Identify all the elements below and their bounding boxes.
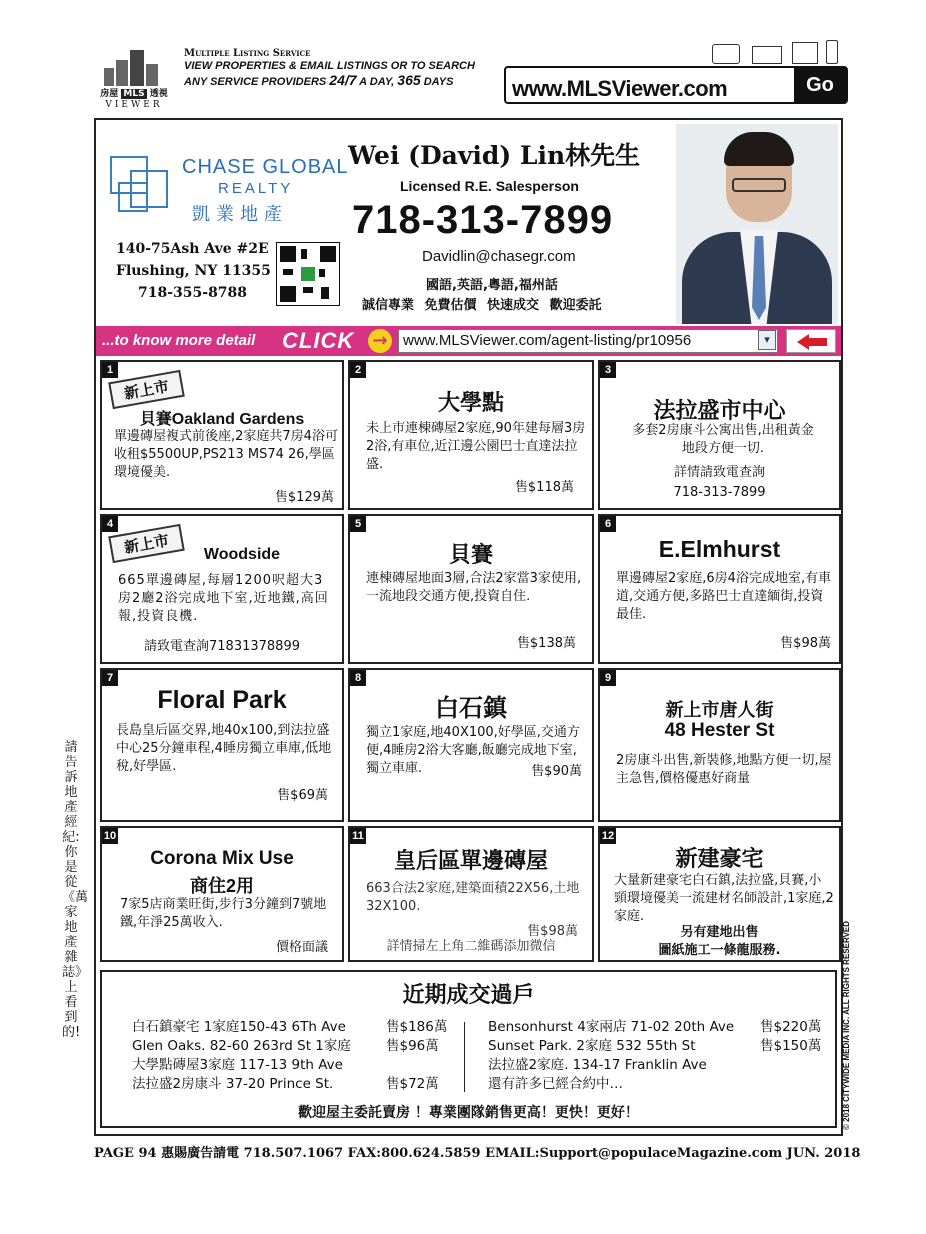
listing-title: 新建豪宅	[675, 846, 764, 871]
listing-price: 價格面議	[275, 940, 328, 955]
divider	[464, 1022, 465, 1092]
listing-description: 大量新建豪宅白石鎮,法拉盛,貝賽,小頸環境優美一流建材名師設計,1家庭,2家庭.	[614, 873, 834, 924]
listing-note-2: 圖紙施工一條龍服務.	[658, 943, 781, 958]
agent-phone[interactable]: 718-313-7899	[352, 198, 614, 242]
agent-listing-url[interactable]: www.MLSViewer.com/agent-listing/pr10956	[398, 329, 778, 353]
listing-number: 8	[350, 670, 366, 686]
click-label[interactable]: CLICK	[282, 328, 355, 353]
listing-number: 7	[102, 670, 118, 686]
sales-left-list	[132, 1018, 458, 1094]
advertisement-frame	[94, 118, 843, 1136]
website-link[interactable]	[504, 66, 848, 104]
listing-card[interactable]	[348, 668, 594, 822]
list-item: 還有許多已經合約中…	[488, 1076, 623, 1092]
sales-right-list	[488, 1018, 828, 1094]
arrow-left-icon	[797, 334, 809, 350]
listing-price: 售$138萬	[516, 636, 576, 651]
address-line-1: 140-75Ash Ave #2E	[116, 241, 269, 257]
logo-viewer-text: VIEWER	[105, 100, 163, 110]
banner-line-2: VIEW PROPERTIES & EMAIL LISTINGS OR TO SEARCH	[184, 60, 475, 72]
new-listing-tag: 新上市	[108, 524, 185, 563]
click-bar	[96, 326, 841, 356]
banner-line-1: Multiple Listing Service	[184, 48, 311, 59]
listing-title: 新上市唐人街	[665, 700, 774, 720]
new-listing-tag: 新上市	[108, 370, 185, 409]
back-arrow-button[interactable]	[786, 329, 836, 353]
listing-number: 10	[103, 830, 117, 842]
logo-squares-icon	[110, 156, 172, 220]
list-item: Sunset Park. 2家庭 532 55th St 售$150萬	[488, 1038, 822, 1054]
listing-description: 長島皇后區交界,地40x100,到法拉盛中心25分鐘車程,4睡房獨立車庫,低地稅,好學區.	[116, 723, 332, 774]
listing-price: 售$69萬	[277, 788, 328, 803]
listing-title: E.Elmhurst	[658, 536, 781, 562]
listing-card[interactable]	[598, 668, 841, 822]
listing-number: 6	[600, 516, 616, 532]
listing-number: 1	[102, 362, 118, 378]
listing-number: 9	[600, 670, 616, 686]
list-item: 法拉盛2家庭. 134-17 Franklin Ave	[488, 1057, 707, 1073]
listing-number: 2	[350, 362, 366, 378]
sales-slogan: 歡迎屋主委託賣房 ！專業團隊銷售更高！更快！更好！	[298, 1105, 639, 1121]
company-name-cn: 凱業地產	[192, 204, 288, 225]
listing-title: 貝賽Oakland Gardens	[139, 411, 305, 428]
listing-price: 售$90萬	[531, 764, 582, 779]
listing-price: 售$98萬	[527, 924, 578, 939]
company-name: CHASE GLOBAL	[182, 156, 349, 178]
office-phone: 718-355-8788	[138, 285, 248, 301]
address-line-2: Flushing, NY 11355	[116, 263, 271, 279]
banner-line-3: ANY SERVICE PROVIDERS 24/7 A DAY, 365 DAYS	[184, 72, 454, 88]
listing-note: 請致電查詢71831378899	[144, 639, 300, 654]
agent-name: Wei (David) Lin林先生	[348, 141, 641, 170]
listing-title: 白石鎮	[435, 695, 507, 722]
copyright-notice: © 2018 CITYWIDE MEDIA INC. ALL RIGHTS RESERVED	[842, 920, 851, 1130]
listing-description: 2房康斗出售,新裝修,地點方便一切,屋主急售,價格優惠好商量	[616, 753, 832, 786]
listing-card[interactable]	[100, 514, 344, 664]
listing-number: 3	[600, 362, 616, 378]
listing-description: 單邊磚屋2家庭,6房4浴完成地室,有車道,交通方便,多路巴士直達緬街,投資最佳.	[616, 571, 832, 622]
listing-title: Corona Mix Use	[150, 848, 294, 869]
agent-slogan: 誠信專業 免費估價 快速成交 歡迎委託	[362, 298, 602, 313]
listing-number: 11	[350, 828, 366, 844]
listing-description: 未上市連棟磚屋2家庭,90年建每層3房2浴,有車位,近江邊公園巴士直達法拉盛.	[366, 421, 586, 472]
recent-sales-title: 近期成交過戶	[402, 983, 535, 1008]
recent-sales	[100, 970, 837, 1128]
listing-title: 貝賽	[448, 542, 493, 567]
list-item: 法拉盛2房康斗 37-20 Prince St. 售$72萬	[132, 1076, 439, 1092]
listing-phone: 718-313-7899	[673, 485, 766, 500]
listing-price: 售$98萬	[780, 636, 831, 651]
chevron-down-icon[interactable]: ▾	[758, 330, 776, 350]
list-item: Glen Oaks. 82-60 263rd St 1家庭 售$96萬	[132, 1038, 439, 1054]
building-icon	[100, 50, 164, 86]
listing-card[interactable]	[348, 514, 594, 664]
listing-description: 獨立1家庭,地40X100,好學區,交通方便,4睡房2浴大客廳,飯廳完成地下室,獨立車庫.	[366, 725, 580, 776]
agent-languages: 國語,英語,粵語,福州話	[426, 278, 558, 293]
listing-subtitle: 商住2用	[189, 876, 254, 896]
list-item: Bensonhurst 4家兩店 71-02 20th Ave 售$220萬	[488, 1019, 822, 1035]
agent-photo	[676, 124, 838, 324]
listing-number: 4	[102, 516, 118, 532]
agent-title: Licensed R.E. Salesperson	[400, 178, 579, 194]
listing-price: 售$129萬	[274, 490, 334, 505]
listing-number: 5	[350, 516, 366, 532]
listing-description: 連棟磚屋地面3層,合法2家當3家使用,一流地段交通方便,投資自住.	[366, 571, 582, 604]
listing-note: 詳情請致電查詢	[673, 465, 765, 480]
office-address	[116, 238, 271, 304]
agent-header	[96, 120, 841, 324]
listing-card[interactable]	[598, 514, 841, 664]
website-url: www.MLSViewer.com	[512, 76, 728, 101]
listing-description: 單邊磚屋複式前後座,2家庭共7房4浴可收租$5500UP,PS213 MS74 26,學區環境優美.	[114, 429, 338, 480]
go-button[interactable]: Go	[794, 68, 846, 102]
listing-note: 另有建地出售	[680, 925, 759, 940]
company-realty: REALTY	[218, 180, 294, 197]
listing-description: 7家5店商業旺街,步行3分鐘到7號地鐵,年淨25萬收入.	[120, 897, 327, 930]
listing-description: 多套2房康斗公寓出售,出租黃金地段方便一切.	[632, 423, 814, 456]
listing-card[interactable]	[598, 360, 841, 510]
listing-title: 大學點	[437, 390, 504, 415]
listing-card[interactable]	[100, 668, 344, 822]
more-detail-text: ...to know more detail	[102, 332, 256, 349]
listing-price: 售$118萬	[514, 480, 574, 495]
listing-card[interactable]	[100, 360, 344, 510]
wechat-qr-code[interactable]	[276, 242, 340, 306]
list-item: 白石鎮豪宅 1家庭150-43 6Th Ave 售$186萬	[132, 1019, 448, 1035]
listing-number: 12	[601, 830, 615, 842]
top-banner	[92, 48, 848, 114]
agent-email[interactable]: Davidlin@chasegr.com	[422, 248, 576, 265]
listing-title: Woodside	[203, 546, 281, 563]
listing-title: Floral Park	[157, 686, 287, 714]
page-footer: PAGE 94 惠賜廣告請電 718.507.1067 FAX:800.624.5859 EMAIL:Support@populaceMagazine.com JUN. 2018	[94, 1146, 861, 1161]
arrow-right-icon: →	[368, 329, 392, 353]
listing-note: 詳情掃左上角二維碼添加微信	[386, 939, 556, 954]
mls-viewer-logo	[92, 50, 176, 110]
logo-caption: 房屋 MLS 透視	[100, 89, 168, 99]
listing-title: 皇后區單邊磚屋	[393, 848, 548, 873]
banner-text	[184, 48, 475, 89]
listing-description: 665單邊磚屋,每層1200呎超大3房2廳2浴完成地下室,近地鐵,高回報,投資良機.	[118, 573, 329, 624]
listing-card[interactable]	[100, 826, 344, 962]
listing-title: 法拉盛市中心	[653, 398, 786, 423]
side-note: 請告訴地產經紀:你是從《萬家地產雜誌》上看到的!	[62, 740, 89, 1040]
list-item: 大學點磚屋3家庭 117-13 9th Ave	[132, 1057, 343, 1073]
listing-description: 663合法2家庭,建築面積22X56,土地32X100.	[366, 881, 580, 914]
listing-card[interactable]	[598, 826, 841, 962]
company-logo	[110, 156, 350, 226]
listing-card[interactable]	[348, 360, 594, 510]
devices-icon	[712, 40, 852, 68]
listing-card[interactable]	[348, 826, 594, 962]
listing-address: 48 Hester St	[664, 720, 775, 741]
